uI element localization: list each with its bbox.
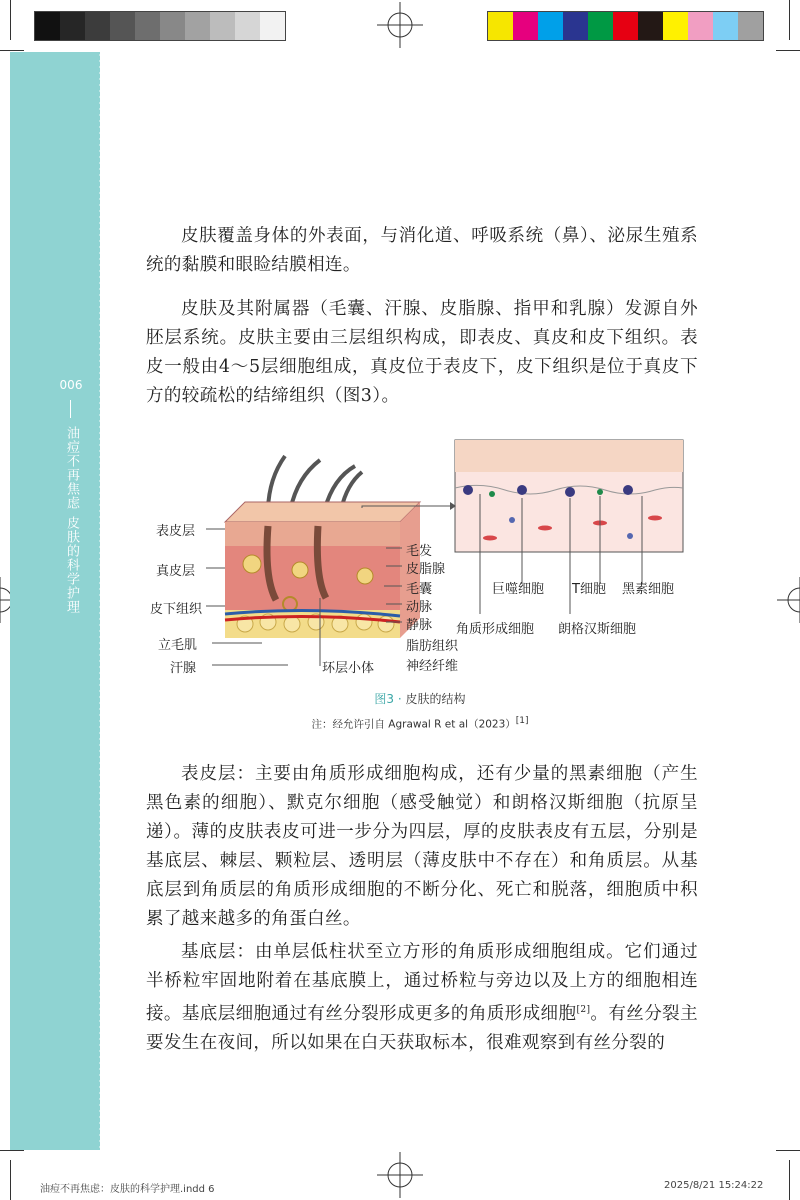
calibration-swatch	[60, 12, 85, 40]
calibration-swatch	[135, 12, 160, 40]
registration-mark-icon	[377, 2, 423, 48]
footer-timestamp: 2025/8/21 15:24:22	[664, 1180, 764, 1191]
calibration-swatch	[35, 12, 60, 40]
registration-mark-icon	[377, 1152, 423, 1198]
paragraph-text: 。有丝分裂主要发生在夜间，所以如果在白天获取标本，很难观察到有丝分裂的	[146, 1003, 698, 1053]
calibration-swatch	[613, 12, 638, 40]
calibration-swatch	[738, 12, 763, 40]
registration-mark-icon	[777, 577, 800, 623]
grayscale-calibration-bar	[34, 11, 286, 41]
calibration-swatch	[488, 12, 513, 40]
label-macrophage: 巨噬细胞	[492, 582, 545, 597]
label-melanocyte: 黑素细胞	[622, 582, 675, 597]
figure-note	[150, 716, 690, 732]
calibration-swatch	[563, 12, 588, 40]
label-pacinian-corpuscle: 环层小体	[322, 661, 375, 676]
label-adipose-tissue: 脂肪组织	[406, 639, 459, 654]
calibration-swatch	[638, 12, 663, 40]
color-calibration-bar	[487, 11, 764, 41]
crop-mark	[789, 0, 790, 40]
sidebar-perforated-edge	[98, 52, 104, 1150]
calibration-swatch	[588, 12, 613, 40]
label-keratinocyte: 角质形成细胞	[456, 622, 535, 637]
caption-title: 皮肤的结构	[405, 692, 466, 706]
calibration-swatch	[688, 12, 713, 40]
calibration-swatch	[260, 12, 285, 40]
crop-mark	[10, 1160, 11, 1200]
citation-ref: [2]	[576, 1005, 591, 1015]
footer-filename: 油痘不再焦虑：皮肤的科学护理.indd 6	[40, 1184, 215, 1195]
sidebar-divider	[70, 400, 71, 418]
crop-mark	[789, 1160, 790, 1200]
figure-note-ref: [1]	[515, 716, 529, 726]
calibration-swatch	[663, 12, 688, 40]
label-sebaceous-gland: 皮脂腺	[406, 562, 446, 577]
label-hair: 毛发	[406, 544, 433, 559]
label-vein: 静脉	[406, 618, 433, 633]
label-nerve-fiber: 神经纤维	[406, 659, 459, 674]
calibration-swatch	[713, 12, 738, 40]
paragraph: 表皮层：主要由角质形成细胞构成，还有少量的黑素细胞（产生黑色素的细胞）、默克尔细胞（感受触觉）和朗格汉斯细胞（抗原呈递）。薄的皮肤表皮可进一步分为四层，厚的皮肤表皮有五层，分别是基底层、棘层、颗粒层、透明层（薄皮肤中不存在）和角质层。从基底层到角质层的角质形成细胞的不断分化、死亡和脱落，细胞质中积累了越来越多的角蛋白丝。	[146, 764, 698, 929]
calibration-swatch	[85, 12, 110, 40]
crop-mark	[776, 50, 800, 51]
label-dermis: 真皮层	[156, 564, 196, 579]
label-sweat-gland: 汗腺	[170, 661, 197, 676]
label-subcutis: 皮下组织	[150, 602, 203, 617]
page-number: 006	[59, 378, 83, 392]
crop-mark	[0, 50, 24, 51]
label-artery: 动脉	[406, 600, 433, 615]
calibration-swatch	[160, 12, 185, 40]
caption-figure-number: 图3	[374, 692, 395, 706]
crop-mark	[0, 1150, 24, 1151]
figure-note-text: 注：经允许引自 Agrawal R et al（2023）	[311, 718, 516, 731]
figure-caption	[150, 690, 690, 707]
chapter-sidebar	[10, 52, 100, 1150]
calibration-swatch	[538, 12, 563, 40]
label-t-cell: T细胞	[572, 582, 606, 597]
crop-mark	[10, 0, 11, 40]
caption-separator: ·	[397, 692, 402, 706]
calibration-swatch	[185, 12, 210, 40]
label-epidermis: 表皮层	[156, 524, 196, 539]
sidebar-chapter-title: 皮肤的科学护理	[64, 516, 79, 614]
paragraph: 皮肤覆盖身体的外表面，与消化道、呼吸系统（鼻）、泌尿生殖系统的黏膜和眼睑结膜相连。	[146, 226, 698, 275]
label-hair-follicle: 毛囊	[406, 582, 433, 597]
label-arrector-muscle: 立毛肌	[158, 638, 198, 653]
paragraph-text: 基底层：由单层低柱状至立方形的角质形成细胞组成。它们通过半桥粒牢固地附着在基底膜上，通过桥粒与旁边以及上方的细胞相连接。基底层细胞通过有丝分裂形成更多的角质形成细胞	[146, 942, 698, 1024]
paragraph: 皮肤及其附属器（毛囊、汗腺、皮脂腺、指甲和乳腺）发源自外胚层系统。皮肤主要由三层组织构成，即表皮、真皮和皮下组织。表皮一般由4～5层细胞组成，真皮位于表皮下，皮下组织是位于真皮下方的较疏松的结缔组织（图3）。	[146, 299, 698, 406]
skin-structure-figure	[150, 438, 690, 678]
calibration-swatch	[235, 12, 260, 40]
calibration-swatch	[110, 12, 135, 40]
calibration-swatch	[210, 12, 235, 40]
label-langerhans-cell: 朗格汉斯细胞	[558, 622, 637, 637]
paragraph	[146, 938, 698, 1058]
calibration-swatch	[513, 12, 538, 40]
sidebar-book-title: 油痘不再焦虑	[64, 426, 79, 510]
crop-mark	[776, 1150, 800, 1151]
